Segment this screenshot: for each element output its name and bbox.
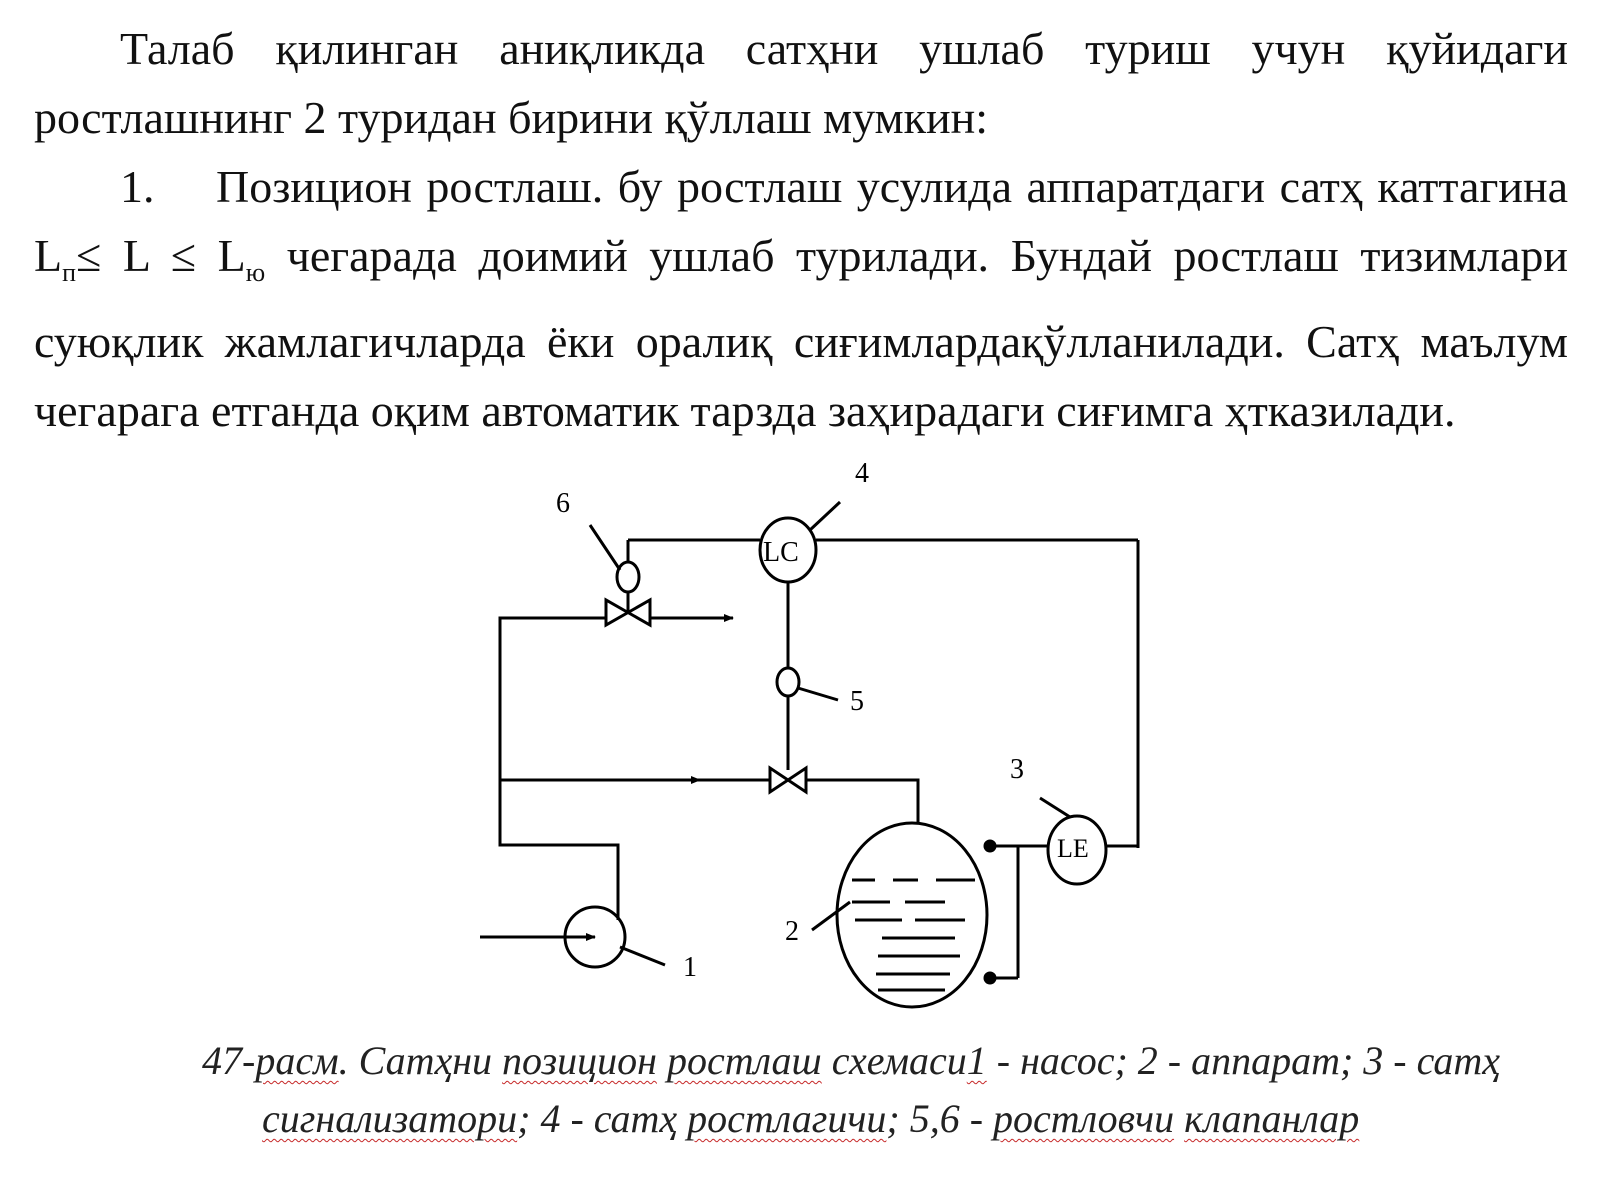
caption-text: . Сатҳни bbox=[338, 1038, 503, 1083]
caption-text-sxemasi: схемаси bbox=[821, 1038, 967, 1083]
list-item-text-part1: Позицион ростлаш. бу ростлаш усулида аппаратдаги сатҳ каттагина bbox=[216, 161, 1568, 212]
caption-word-rostlovchi: ростловчи bbox=[993, 1096, 1175, 1141]
valve-5-symbol bbox=[770, 668, 838, 792]
caption-legend-1: - насос; 2 - аппарат; 3 - сатҳ bbox=[986, 1038, 1500, 1083]
caption-word-pozitsion: позицион bbox=[502, 1038, 657, 1083]
list-item-positional-control bbox=[34, 152, 1568, 445]
caption-line-2 bbox=[262, 1090, 1359, 1148]
level-high-subscript: ю bbox=[245, 258, 266, 288]
level-controller-lc bbox=[628, 502, 1138, 848]
lc-label: LC bbox=[763, 537, 799, 568]
caption-line-1 bbox=[202, 1032, 1500, 1090]
caption-word-rostlagichi: ростлагичи bbox=[687, 1096, 887, 1141]
caption-word-signalizatori: сигнализатори bbox=[262, 1096, 518, 1141]
label-5: 5 bbox=[850, 686, 864, 717]
inequality-text: ≤ L ≤ bbox=[76, 230, 218, 281]
apparatus-vessel bbox=[812, 823, 987, 1007]
caption-word-rasm: расм bbox=[255, 1038, 339, 1083]
label-2: 2 bbox=[785, 916, 799, 947]
apparatus-inlet-line bbox=[806, 780, 918, 825]
label-1: 1 bbox=[683, 952, 697, 983]
list-item-text-part2: чегарада доимий ушлаб турилади. Бундай ростлаш тизимлари суюқлик жамлагичларда ёки оралиқ сиғимлардақўлланилади. Сатҳ маълум чегарага етганда оқим автоматик тарзда заҳирадаги сиғимга ҳтказилади. bbox=[34, 230, 1568, 437]
document-body bbox=[34, 14, 1568, 445]
level-sensor-le bbox=[985, 798, 1138, 983]
level-high-symbol bbox=[217, 230, 266, 288]
caption-word-klapanlar: клапанлар bbox=[1184, 1096, 1360, 1141]
paragraph-intro: Талаб қилинган аниқликда сатҳни ушлаб туриш учун қуйидаги ростлашнинг 2 туридан бирини қўллаш мумкин: bbox=[34, 23, 1568, 143]
diagram-svg bbox=[0, 430, 1600, 1030]
label-4: 4 bbox=[855, 458, 869, 489]
le-label: LE bbox=[1057, 834, 1089, 863]
caption-space bbox=[657, 1038, 667, 1083]
level-control-diagram bbox=[0, 430, 1600, 1030]
caption-fig-prefix: 47- bbox=[202, 1038, 256, 1083]
pump-discharge-line bbox=[500, 608, 618, 920]
level-l-letter-2: L bbox=[217, 230, 246, 281]
caption-space-2 bbox=[1174, 1096, 1184, 1141]
pump-symbol bbox=[480, 907, 665, 967]
label-6: 6 bbox=[556, 488, 570, 519]
caption-word-1: 1 bbox=[966, 1038, 987, 1083]
level-low-subscript: п bbox=[62, 258, 77, 288]
label-3: 3 bbox=[1010, 754, 1024, 785]
list-item-number: 1. bbox=[120, 161, 155, 212]
caption-legend-3: ; 5,6 - bbox=[886, 1096, 994, 1141]
level-low-symbol bbox=[34, 230, 77, 288]
level-l-letter: L bbox=[34, 230, 63, 281]
caption-legend-2: ; 4 - сатҳ bbox=[517, 1096, 688, 1141]
caption-word-rostlash: ростлаш bbox=[666, 1038, 822, 1083]
